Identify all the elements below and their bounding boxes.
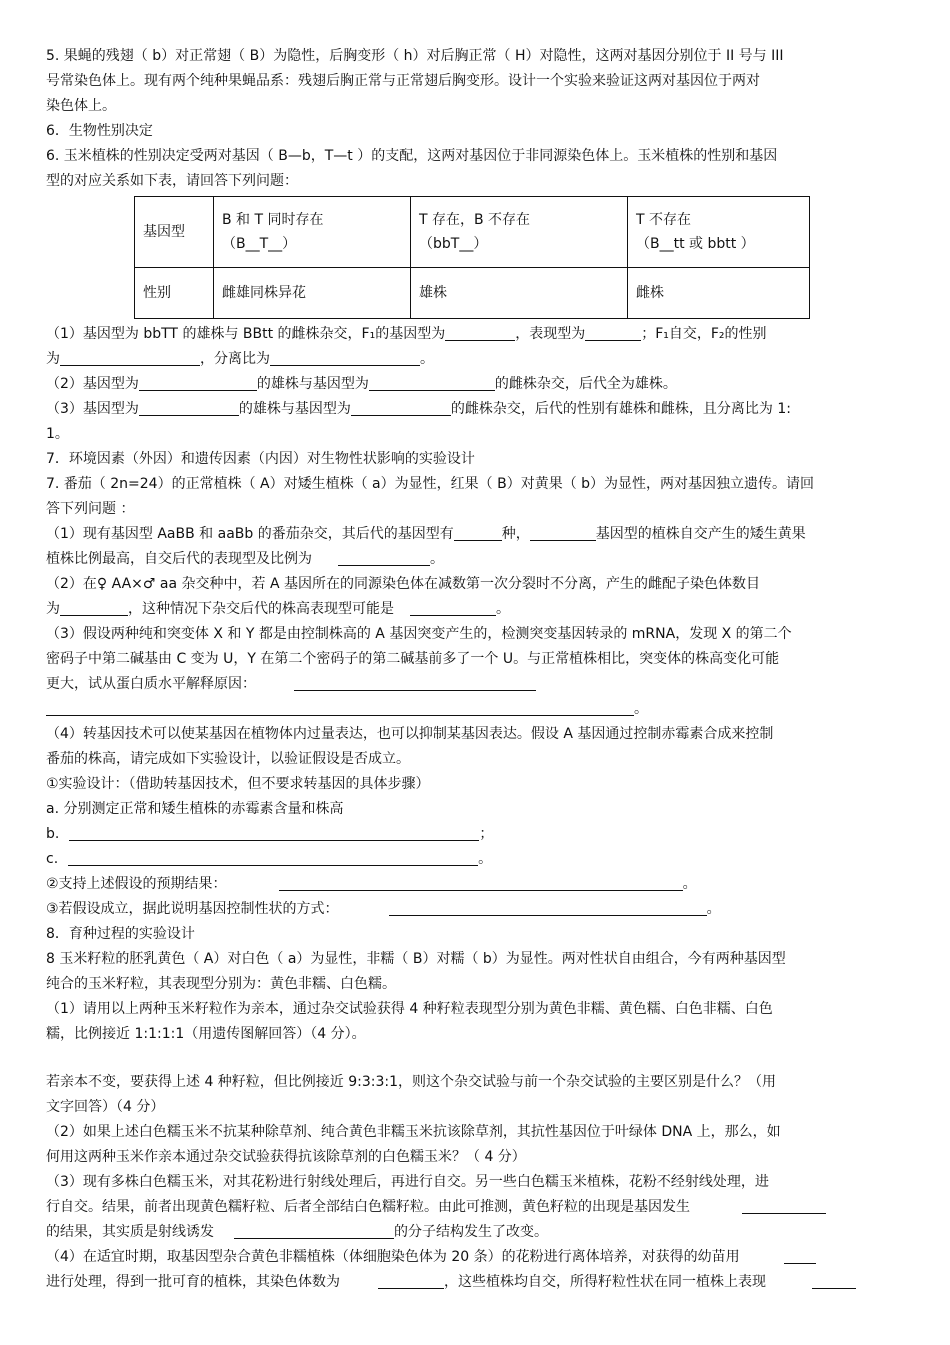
table-cell-bt-genotype: [214, 197, 411, 268]
answer-blank[interactable]: [784, 1247, 816, 1264]
answer-blank[interactable]: [294, 674, 536, 691]
q8-part3-line-3: [46, 1220, 908, 1244]
q6-part1-line-1: [46, 322, 908, 346]
section-8-heading: 8．育种过程的实验设计: [46, 926, 195, 942]
answer-blank[interactable]: [338, 549, 430, 566]
q7-design-step-c: [46, 847, 908, 871]
answer-blank[interactable]: [279, 874, 683, 891]
table-row-sex: [135, 268, 810, 319]
answer-blank[interactable]: [454, 524, 502, 541]
text: 植株比例最高，自交后代的表现型及比例为: [46, 551, 312, 567]
text: ，这种情况下杂交后代的株高表现型可能是: [128, 601, 394, 617]
table-cell-bbt-genotype: [411, 197, 628, 268]
q7-part3-line-2: 密码子中第二碱基由 C 变为 U，Y 在第二个密码子的第二碱基前多了一个 U。与正常植株相比，突变体的株高变化可能: [46, 651, 780, 667]
text: 。: [420, 351, 434, 367]
q7-expected-result: [46, 872, 908, 896]
q8-part3-line-1: （3）现有多株白色糯玉米，对其花粉进行射线处理后，再进行自交。另一些白色糯玉米植株，花粉不经射线处理，进: [46, 1174, 769, 1190]
answer-blank[interactable]: [445, 324, 515, 341]
text: 更大，试从蛋白质水平解释原因：: [46, 676, 256, 692]
section-7-heading: 7．环境因素（外因）和遗传因素（内因）对生物性状影响的实验设计: [46, 451, 475, 467]
text: ③若假设成立，据此说明基因控制性状的方式：: [46, 901, 339, 917]
q6-part2: [46, 372, 908, 396]
q7-part1-line-1: [46, 522, 908, 546]
text: 基因型的植株自交产生的矮生黄果: [595, 526, 806, 542]
bt-genotype-line-2: （B__T__）: [222, 236, 297, 252]
q5-line-1: 5. 果蝇的残翅（ b）对正常翅（ B）为隐性，后胸变形（ h）对后胸正常（ H）对隐性，这两对基因分别位于 II 号与 III: [46, 48, 784, 64]
bbt-genotype-line-1: T 存在，B 不存在: [419, 212, 531, 228]
answer-blank[interactable]: [139, 399, 239, 416]
text: （3）基因型为: [46, 401, 139, 417]
q7-design-step-b: [46, 822, 908, 846]
answer-blank[interactable]: [389, 899, 707, 916]
text: ；: [479, 826, 494, 842]
q5-line-3: 染色体上。: [46, 98, 116, 114]
text: ②支持上述假设的预期结果：: [46, 876, 227, 892]
answer-blank[interactable]: [378, 1272, 444, 1289]
text: b.: [46, 826, 60, 842]
answer-blank[interactable]: [410, 599, 496, 616]
text: 为: [46, 351, 60, 367]
worksheet-page: [46, 44, 908, 1294]
q7-part2-line-1: （2）在♀ AA×♂ aa 杂交种中，若 A 基因所在的同源染色体在减数第一次分裂时不分离，产生的雌配子染色体数目: [46, 576, 760, 592]
q7-part2-line-2: [46, 597, 908, 621]
q7-gene-control: [46, 897, 908, 921]
q8-line-1: 8 玉米籽粒的胚乳黄色（ A）对白色（ a）为显性，非糯（ B）对糯（ b）为显性。两对性状自由组合，今有两种基因型: [46, 951, 786, 967]
q8-part4-line-1: [46, 1245, 908, 1269]
q7-part4-line-2: 番茄的株高，请完成如下实验设计，以验证假设是否成立。: [46, 751, 410, 767]
text: （4）在适宜时期，取基因型杂合黄色非糯植株（体细胞染色体为 20 条）的花粉进行离体培养，对获得的幼苗用: [46, 1249, 740, 1265]
answer-blank[interactable]: [68, 849, 478, 866]
text: ，这些植株均自交，所得籽粒性状在同一植株上表现: [444, 1274, 766, 1290]
text: 。: [430, 551, 444, 567]
table-cell-genotype-label: 基因型: [135, 197, 214, 268]
q8-part1-line-3: 若亲本不变，要获得上述 4 种籽粒，但比例接近 9:3:3:1，则这个杂交试验与前一个杂交试验的主要区别是什么？（用: [46, 1074, 777, 1090]
text: 的雌株杂交，后代全为雄株。: [494, 376, 677, 392]
text: 为: [46, 601, 60, 617]
q8-part2-line-2: 何用这两种玉米作亲本通过杂交试验获得抗该除草剂的白色糯玉米？（ 4 分）: [46, 1149, 526, 1165]
q7-part3-line-4: [46, 697, 908, 721]
answer-blank[interactable]: [351, 399, 451, 416]
text: ，表现型为: [515, 326, 586, 342]
table-cell-monoecious: 雌雄同株异花: [214, 268, 411, 319]
text: 的雌株杂交，后代的性别有雄株和雌株，且分离比为 1:: [450, 401, 791, 417]
q7-line-2: 答下列问题 ：: [46, 501, 135, 517]
q7-part4-line-1: （4）转基因技术可以使某基因在植物体内过量表达，也可以抑制某基因表达。假设 A 基因通过控制赤霉素合成来控制: [46, 726, 774, 742]
text: （1）基因型为 bbTT 的雄株与 BBtt 的雌株杂交，F₁的基因型为: [46, 326, 446, 342]
answer-blank[interactable]: [60, 599, 128, 616]
text: c.: [46, 851, 59, 867]
answer-blank[interactable]: [812, 1272, 856, 1289]
q6-part3-line-2: 1。: [46, 426, 69, 442]
answer-blank[interactable]: [530, 524, 596, 541]
q8-part3-line-2: [46, 1195, 908, 1219]
text: 。: [478, 851, 493, 867]
q6-line-2: 型的对应关系如下表，请回答下列问题：: [46, 173, 298, 189]
answer-blank[interactable]: [234, 1222, 394, 1239]
q7-design-heading: ①实验设计：（借助转基因技术，但不要求转基因的具体步骤）: [46, 776, 430, 792]
q8-part1-line-1: （1）请用以上两种玉米籽粒作为亲本，通过杂交试验获得 4 种籽粒表现型分别为黄色非糯、黄色糯、白色非糯、白色: [46, 1001, 773, 1017]
bt-genotype-line-1: B 和 T 同时存在: [222, 212, 324, 228]
q8-part1-line-2: 糯，比例接近 1:1:1:1（用遗传图解回答）（4 分）。: [46, 1026, 366, 1042]
q8-part2-line-1: （2）如果上述白色糯玉米不抗某种除草剂、纯合黄色非糯玉米抗该除草剂，其抗性基因位于叶绿体 DNA 上，那么，如: [46, 1124, 781, 1140]
text: ；F₁自交，F₂的性别: [641, 326, 767, 342]
bbt-genotype-line-2: （bbT__）: [419, 236, 488, 252]
tt-genotype-line-1: T 不存在: [636, 212, 692, 228]
table-row-genotype: [135, 197, 810, 268]
answer-blank[interactable]: [46, 699, 634, 716]
text: 的结果，其实质是射线诱发: [46, 1224, 214, 1240]
answer-blank[interactable]: [585, 324, 641, 341]
text: 。: [682, 876, 697, 892]
table-cell-male: 雄株: [411, 268, 628, 319]
answer-space: [46, 1046, 908, 1070]
answer-blank[interactable]: [139, 374, 257, 391]
q8-line-2: 纯合的玉米籽粒，其表现型分别为：黄色非糯、白色糯。: [46, 976, 396, 992]
text: 进行处理，得到一批可育的植株，其染色体数为: [46, 1274, 340, 1290]
text: 。: [634, 701, 648, 717]
text: 的雄株与基因型为: [238, 401, 351, 417]
text: ，分离比为: [200, 351, 270, 367]
q6-line-1: 6. 玉米植株的性别决定受两对基因（ B—b，T—t ）的支配，这两对基因位于非同源染色体上。玉米植株的性别和基因: [46, 148, 778, 164]
q7-part1-line-2: [46, 547, 908, 571]
section-6-heading: 6．生物性别决定: [46, 123, 153, 139]
answer-blank[interactable]: [60, 349, 200, 366]
text: 种，: [501, 526, 530, 542]
answer-blank[interactable]: [69, 824, 479, 841]
table-cell-sex-label: 性别: [135, 268, 214, 319]
text: 行自交。结果，前者出现黄色糯籽粒、后者全部结白色糯籽粒。由此可推测，黄色籽粒的出现是基因发生: [46, 1199, 690, 1215]
text: 的雄株与基因型为: [256, 376, 369, 392]
table-cell-tt-genotype: [628, 197, 810, 268]
q7-design-step-a: a. 分别测定正常和矮生植株的赤霉素含量和株高: [46, 801, 344, 817]
q7-part3-line-3: [46, 672, 908, 696]
q8-part4-line-2: [46, 1270, 908, 1294]
answer-blank[interactable]: [270, 349, 420, 366]
text: 。: [706, 901, 721, 917]
q7-line-1: 7. 番茄（ 2n=24）的正常植株（ A）对矮生植株（ a）为显性，红果（ B）对黄果（ b）为显性，两对基因独立遗传。请回: [46, 476, 815, 492]
text: 。: [496, 601, 510, 617]
table-cell-female: 雌株: [628, 268, 810, 319]
tt-genotype-line-2: （B__tt 或 bbtt ）: [636, 236, 755, 252]
q8-part1-line-4: 文字回答）（4 分）: [46, 1099, 165, 1115]
text: （1）现有基因型 AaBB 和 aaBb 的番茄杂交，其后代的基因型有: [46, 526, 454, 542]
answer-blank[interactable]: [742, 1197, 826, 1214]
q7-part3-line-1: （3）假设两种纯和突变体 X 和 Y 都是由控制株高的 A 基因突变产生的，检测突变基因转录的 mRNA，发现 X 的第二个: [46, 626, 792, 642]
q6-part1-line-2: [46, 347, 908, 371]
genotype-sex-table: [134, 196, 810, 319]
q6-part3-line-1: [46, 397, 908, 421]
text: （2）基因型为: [46, 376, 139, 392]
q5-line-2: 号常染色体上。现有两个纯种果蝇品系：残翅后胸正常与正常翅后胸变形。设计一个实验来验证这两对基因位于两对: [46, 73, 760, 89]
answer-blank[interactable]: [369, 374, 495, 391]
text: 的分子结构发生了改变。: [394, 1224, 548, 1240]
